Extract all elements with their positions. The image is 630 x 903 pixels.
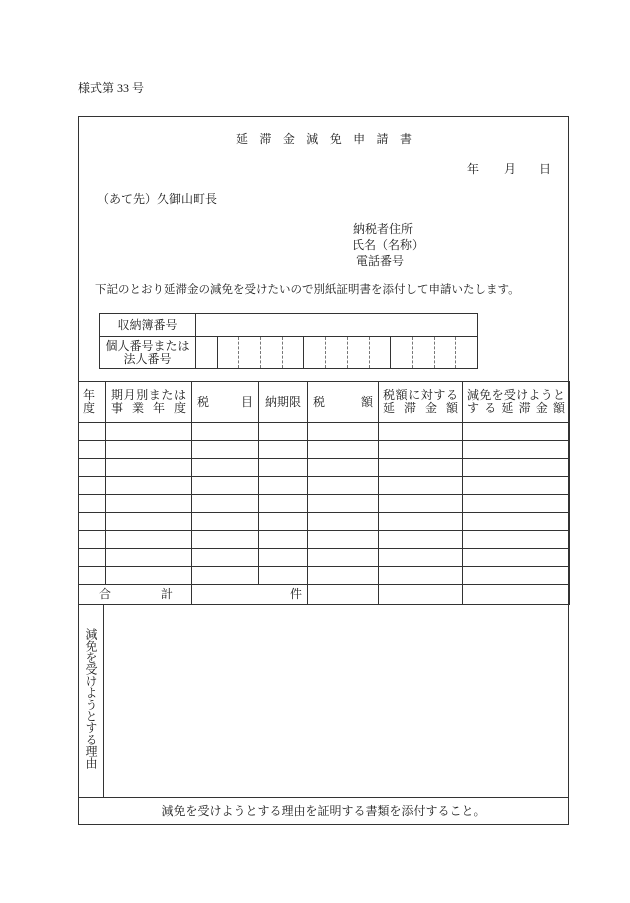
table-row — [79, 513, 570, 531]
taxpayer-name-label: 氏名（名称） — [352, 238, 425, 252]
total-label-cell — [79, 585, 192, 605]
header-arrears-amount: 税額に対する 延 滞 金 額 — [379, 382, 463, 423]
receipt-number-label: 収納簿番号 — [100, 314, 196, 337]
digit-cell — [261, 337, 283, 369]
header-exemption-amount: 減免を受けようと す る 延 滞 金 額 — [463, 382, 570, 423]
digit-cell — [391, 337, 413, 369]
id-number-table — [99, 313, 478, 369]
table-row — [79, 477, 570, 495]
digit-cell — [369, 337, 391, 369]
total-arrears-amount — [379, 585, 463, 605]
digit-cell — [196, 337, 218, 369]
table-row — [79, 423, 570, 441]
table-row — [79, 441, 570, 459]
digit-cell — [434, 337, 456, 369]
application-statement: 下記のとおり延滞金の減免を受けたいので別紙証明書を添付して申請いたします。 — [95, 284, 520, 296]
reason-label: 減免を受けようとする理由 — [84, 628, 98, 769]
header-period: 期月別または 事 業 年 度 — [106, 382, 192, 423]
divider — [103, 605, 104, 797]
digit-cell — [412, 337, 434, 369]
personal-number-label — [100, 337, 196, 369]
digit-cell — [239, 337, 261, 369]
table-row — [79, 567, 570, 585]
header-tax-amount: 税 額 — [308, 382, 379, 423]
digit-cell — [456, 337, 478, 369]
table-row — [79, 495, 570, 513]
reason-section — [78, 604, 569, 798]
digit-cell — [304, 337, 326, 369]
total-exemption-amount — [463, 585, 570, 605]
table-header-row — [79, 382, 570, 423]
digit-cell — [217, 337, 239, 369]
digit-cell — [326, 337, 348, 369]
date-day-label: 日 — [539, 162, 552, 176]
personal-number-label-line2: 法人番号 — [123, 351, 172, 366]
form-title: 延 滞 金 減 免 申 請 書 — [236, 132, 412, 146]
header-fiscal-year: 年 度 — [79, 382, 106, 423]
total-label: 合 計 — [99, 587, 173, 601]
date-year-label: 年 — [467, 162, 480, 176]
table-row — [79, 459, 570, 477]
digit-cell — [347, 337, 369, 369]
taxpayer-phone-label: 電話番号 — [356, 254, 405, 268]
receipt-number-field — [196, 314, 478, 337]
arrears-table — [78, 381, 570, 605]
addressee: （あて先）久御山町長 — [97, 192, 218, 206]
form-number: 様式第 33 号 — [78, 81, 145, 95]
footer-note: 減免を受けようとする理由を証明する書類を添付すること。 — [161, 804, 486, 818]
digit-cell — [282, 337, 304, 369]
table-row — [79, 531, 570, 549]
table-row — [79, 549, 570, 567]
date-month-label: 月 — [504, 162, 517, 176]
total-tax-amount — [308, 585, 379, 605]
total-row — [79, 585, 570, 605]
header-tax-item: 税 目 — [192, 382, 259, 423]
header-due-date: 納期限 — [259, 382, 308, 423]
taxpayer-address-label: 納税者住所 — [353, 222, 414, 236]
total-count-unit: 件 — [192, 585, 308, 605]
personal-number-label-line1: 個人番号または — [105, 338, 190, 353]
